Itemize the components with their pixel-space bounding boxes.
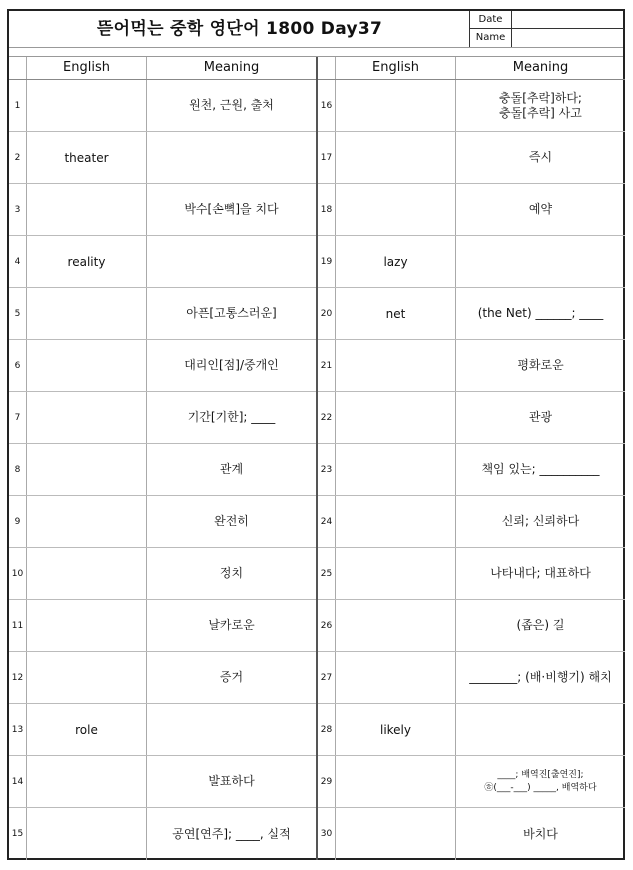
meaning-cell[interactable]: 관광 bbox=[528, 410, 553, 424]
right-column bbox=[316, 57, 625, 860]
meaning-cell[interactable]: 발표하다 bbox=[208, 774, 255, 788]
word-row bbox=[318, 236, 625, 288]
right-column-header bbox=[318, 57, 625, 80]
word-row bbox=[9, 444, 316, 496]
name-label: Name bbox=[470, 29, 512, 47]
name-row bbox=[470, 29, 624, 47]
row-number: 2 bbox=[9, 132, 27, 183]
row-number: 12 bbox=[9, 652, 27, 703]
english-cell[interactable] bbox=[27, 184, 147, 235]
row-number: 6 bbox=[9, 340, 27, 391]
english-cell[interactable] bbox=[336, 808, 456, 860]
english-cell[interactable] bbox=[336, 496, 456, 547]
english-cell[interactable]: lazy bbox=[336, 236, 456, 287]
english-cell[interactable]: likely bbox=[336, 704, 456, 755]
row-number: 22 bbox=[318, 392, 336, 443]
left-column-header bbox=[9, 57, 316, 80]
row-number: 25 bbox=[318, 548, 336, 599]
meaning-cell[interactable]: 증거 bbox=[219, 670, 244, 684]
meaning-cell[interactable] bbox=[147, 704, 316, 755]
word-row bbox=[318, 340, 625, 392]
meaning-cell[interactable]: 책임 있는; __________ bbox=[481, 462, 600, 476]
row-number: 20 bbox=[318, 288, 336, 339]
worksheet-title: 뜯어먹는 중학 영단어 1800 Day37 bbox=[96, 19, 383, 39]
word-row bbox=[9, 704, 316, 756]
row-number: 1 bbox=[9, 80, 27, 131]
meaning-cell[interactable]: (좁은) 길 bbox=[516, 618, 565, 632]
word-row bbox=[9, 236, 316, 288]
meaning-header: Meaning bbox=[512, 60, 569, 75]
row-number: 3 bbox=[9, 184, 27, 235]
meaning-cell[interactable]: 신뢰; 신뢰하다 bbox=[501, 514, 580, 528]
left-column bbox=[9, 57, 316, 860]
english-cell[interactable] bbox=[27, 80, 147, 131]
meaning-cell[interactable]: ________; (배·비행기) 해치 bbox=[469, 670, 612, 684]
right-word-rows bbox=[318, 80, 625, 860]
english-cell[interactable] bbox=[27, 548, 147, 599]
english-cell[interactable] bbox=[27, 288, 147, 339]
date-row bbox=[470, 11, 624, 29]
english-cell[interactable] bbox=[336, 132, 456, 183]
header-divider-band bbox=[9, 47, 623, 57]
english-cell[interactable]: net bbox=[336, 288, 456, 339]
english-cell[interactable] bbox=[27, 444, 147, 495]
english-cell[interactable] bbox=[27, 808, 147, 860]
date-label: Date bbox=[470, 11, 512, 28]
english-cell[interactable] bbox=[27, 340, 147, 391]
english-header: English bbox=[27, 57, 147, 79]
meaning-cell[interactable] bbox=[456, 236, 625, 287]
meaning-cell[interactable]: (the Net) ______; ____ bbox=[477, 306, 604, 320]
word-row bbox=[9, 392, 316, 444]
row-number: 4 bbox=[9, 236, 27, 287]
row-number: 18 bbox=[318, 184, 336, 235]
word-row bbox=[318, 600, 625, 652]
left-word-rows bbox=[9, 80, 316, 860]
meaning-cell[interactable]: 기간[기한]; ____ bbox=[187, 410, 276, 424]
word-row bbox=[318, 392, 625, 444]
word-row bbox=[9, 340, 316, 392]
row-number: 21 bbox=[318, 340, 336, 391]
english-cell[interactable] bbox=[336, 184, 456, 235]
row-number: 10 bbox=[9, 548, 27, 599]
word-row bbox=[318, 444, 625, 496]
english-cell[interactable] bbox=[336, 548, 456, 599]
english-cell[interactable] bbox=[27, 652, 147, 703]
word-row bbox=[318, 80, 625, 132]
number-header bbox=[9, 57, 27, 79]
english-cell[interactable] bbox=[336, 600, 456, 651]
row-number: 15 bbox=[9, 808, 27, 860]
number-header bbox=[318, 57, 336, 79]
word-row bbox=[9, 652, 316, 704]
row-number: 23 bbox=[318, 444, 336, 495]
english-cell[interactable] bbox=[336, 756, 456, 807]
english-cell[interactable] bbox=[336, 80, 456, 131]
meaning-cell[interactable]: 날카로운 bbox=[208, 618, 255, 632]
meaning-cell[interactable] bbox=[147, 132, 316, 183]
row-number: 19 bbox=[318, 236, 336, 287]
word-row bbox=[318, 548, 625, 600]
word-row bbox=[9, 496, 316, 548]
meaning-cell[interactable]: 아픈[고통스러운] bbox=[186, 306, 277, 320]
vocabulary-worksheet bbox=[7, 9, 625, 860]
word-row bbox=[9, 288, 316, 340]
date-field[interactable] bbox=[512, 11, 624, 28]
meaning-cell[interactable]: 박수[손뼉]을 치다 bbox=[184, 202, 279, 216]
english-cell[interactable]: theater bbox=[27, 132, 147, 183]
row-number: 11 bbox=[9, 600, 27, 651]
word-row bbox=[318, 808, 625, 860]
name-field[interactable] bbox=[512, 29, 624, 47]
english-cell[interactable]: reality bbox=[27, 236, 147, 287]
word-row bbox=[318, 288, 625, 340]
english-cell[interactable] bbox=[27, 496, 147, 547]
row-number: 28 bbox=[318, 704, 336, 755]
meaning-cell[interactable]: 나타내다; 대표하다 bbox=[490, 566, 591, 580]
word-row bbox=[9, 132, 316, 184]
english-cell[interactable] bbox=[336, 444, 456, 495]
english-cell[interactable] bbox=[27, 756, 147, 807]
word-row bbox=[9, 80, 316, 132]
english-cell[interactable] bbox=[27, 392, 147, 443]
row-number: 9 bbox=[9, 496, 27, 547]
word-row bbox=[318, 756, 625, 808]
english-cell[interactable] bbox=[27, 600, 147, 651]
word-row bbox=[9, 808, 316, 860]
row-number: 24 bbox=[318, 496, 336, 547]
meaning-header: Meaning bbox=[203, 60, 260, 75]
row-number: 17 bbox=[318, 132, 336, 183]
row-number: 13 bbox=[9, 704, 27, 755]
word-row bbox=[318, 496, 625, 548]
row-number: 26 bbox=[318, 600, 336, 651]
meaning-cell[interactable]: 충돌[추락]하다; 충돌[추락] 사고 bbox=[499, 90, 582, 120]
word-row bbox=[318, 652, 625, 704]
word-row bbox=[9, 184, 316, 236]
row-number: 16 bbox=[318, 80, 336, 131]
row-number: 30 bbox=[318, 808, 336, 860]
meaning-cell[interactable]: 평화로운 bbox=[517, 358, 564, 372]
date-name-box bbox=[469, 11, 623, 47]
english-cell[interactable] bbox=[336, 652, 456, 703]
meaning-cell[interactable]: 예약 bbox=[528, 202, 553, 216]
meaning-cell[interactable]: 정치 bbox=[219, 566, 244, 580]
meaning-cell[interactable]: 관계 bbox=[219, 462, 244, 476]
title-bar bbox=[9, 11, 623, 47]
word-row bbox=[318, 704, 625, 756]
meaning-cell[interactable]: 완전히 bbox=[214, 514, 249, 528]
meaning-cell[interactable]: 즉시 bbox=[528, 150, 553, 164]
meaning-cell[interactable]: 바치다 bbox=[523, 826, 558, 841]
row-number: 27 bbox=[318, 652, 336, 703]
english-header: English bbox=[336, 57, 456, 79]
meaning-cell[interactable]: 대리인[점]/중개인 bbox=[184, 358, 279, 372]
row-number: 7 bbox=[9, 392, 27, 443]
english-cell[interactable] bbox=[336, 392, 456, 443]
word-row bbox=[9, 756, 316, 808]
meaning-cell[interactable]: 공연[연주]; ____, 실적 bbox=[172, 826, 291, 841]
english-cell[interactable] bbox=[336, 340, 456, 391]
meaning-cell[interactable]: ____; 배역진[출연진]; ㉭(___-___) _____, 배역하다 bbox=[484, 769, 597, 793]
row-number: 29 bbox=[318, 756, 336, 807]
word-row bbox=[318, 132, 625, 184]
meaning-cell[interactable]: 원천, 근원, 출처 bbox=[189, 98, 274, 112]
meaning-cell[interactable] bbox=[147, 236, 316, 287]
meaning-cell[interactable] bbox=[456, 704, 625, 755]
row-number: 8 bbox=[9, 444, 27, 495]
word-row bbox=[318, 184, 625, 236]
word-row bbox=[9, 600, 316, 652]
word-row bbox=[9, 548, 316, 600]
row-number: 14 bbox=[9, 756, 27, 807]
english-cell[interactable]: role bbox=[27, 704, 147, 755]
row-number: 5 bbox=[9, 288, 27, 339]
